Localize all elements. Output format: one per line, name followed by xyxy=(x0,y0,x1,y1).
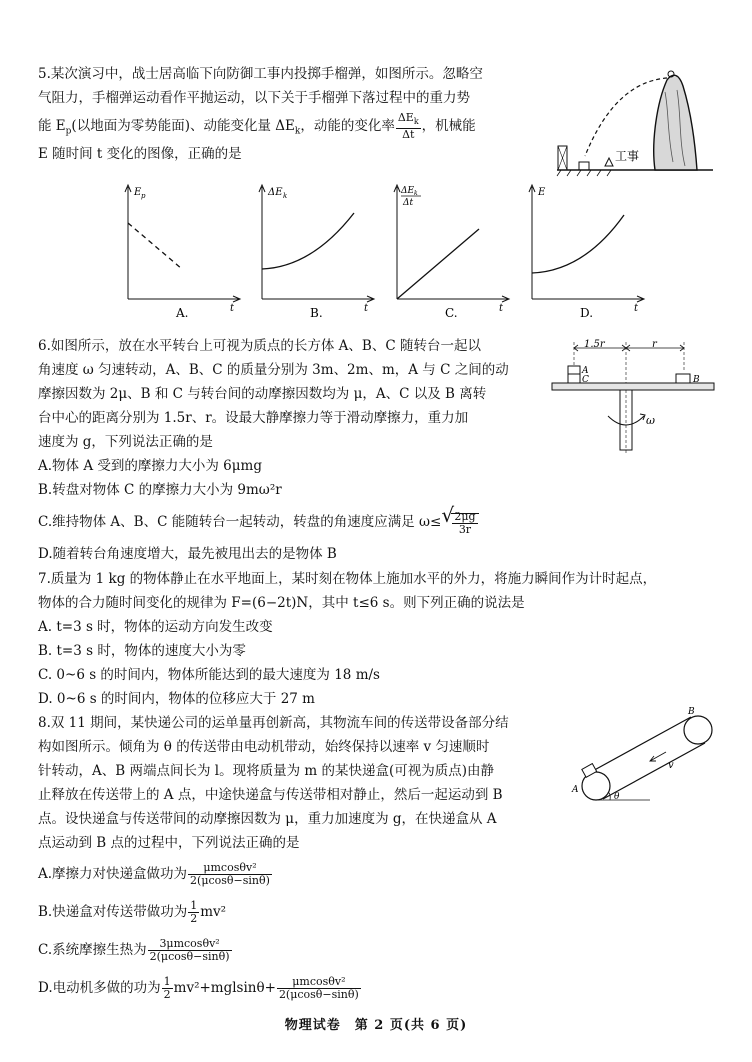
graph-c-xlabel: t xyxy=(499,303,504,314)
q7-option-a: A. t=3 s 时，物体的运动方向发生改变 xyxy=(38,619,273,635)
q8-option-d: D.电动机多做的功为 $\frac{1}{2}$ mv²+mglsinθ+ $\frac{\text{μmcosθv²}}{2(\mu\cos\theta-\sin\theta)}$ xyxy=(38,975,359,1001)
q6-option-d: D.随着转台角速度增大，最先被甩出去的是物体 B xyxy=(38,546,337,562)
q6-figure xyxy=(548,338,716,456)
q8-line-4: 止释放在传送带上的 A 点，中途快递盒与传送带相对静止，然后一起运动到 B xyxy=(38,787,503,803)
graph-c-ysub: k xyxy=(414,190,418,197)
q5-figure xyxy=(555,62,715,180)
q6-label-b: B xyxy=(693,375,700,385)
q6-label-c: C xyxy=(582,375,589,385)
q6-option-c: C.维持物体 A、B、C 能随转台一起转动，转盘的角速度应满足 ω≤ √ $\frac{2\mu g}{3r}$ xyxy=(38,502,509,542)
q8-option-c: C.系统摩擦生热为 $\frac{\text{3μmcosθv²}}{2(\mu\cos\theta-\sin\theta)}$ xyxy=(38,937,230,963)
q8-line-5: 点。设快递盒与传送带间的动摩擦因数为 μ，重力加速度为 g，在快递盒从 A xyxy=(38,811,497,827)
q6-sqrt: √ $\frac{2\mu g}{3r}$ xyxy=(441,503,478,543)
graph-a-ysub: p xyxy=(141,192,146,200)
q6-line-3: 摩擦因数为 2μ、B 和 C 与转台间的动摩擦因数均为 μ，A、C 以及 B 离转 xyxy=(38,386,487,402)
q8-theta: θ xyxy=(614,792,620,802)
q6-line-1: 6.如图所示，放在水平转台上可视为质点的长方体 A、B、C 随转台一起以 xyxy=(38,338,481,354)
q5-line-2: 气阻力，手榴弹运动看作平抛运动，以下关于手榴弹下落过程中的重力势 xyxy=(38,90,470,106)
q8-option-a: A.摩擦力对快递盒做功为 $\frac{\text{μmcosθv²}}{2(\mu\cos\theta-\sin\theta)}$ xyxy=(38,861,270,887)
q8-option-b: B.快递盒对传送带做功为 $\frac{1}{2}$ mv² xyxy=(38,899,227,925)
graph-b-ylabel: ΔE xyxy=(268,187,283,198)
q8-label-a: A xyxy=(572,785,579,795)
q5-graph-b xyxy=(252,183,380,323)
q6-line-5: 速度为 g，下列说法正确的是 xyxy=(38,434,213,450)
q7-option-c: C. 0~6 s 的时间内，物体所能达到的最大速度为 18 m/s xyxy=(38,667,380,683)
q6-line-4: 台中心的距离分别为 1.5r、r。设最大静摩擦力等于滑动摩擦力，重力加 xyxy=(38,410,469,426)
page-footer: 物理试卷 第 2 页(共 6 页) xyxy=(284,1018,468,1033)
q6-option-a: A.物体 A 受到的摩擦力大小为 6μmg xyxy=(38,458,262,474)
q5-graph-c xyxy=(387,183,515,323)
q5-line-1: 5.某次演习中，战士居高临下向防御工事内投掷手榴弹，如图所示。忽略空 xyxy=(38,66,483,82)
q7-option-b: B. t=3 s 时，物体的速度大小为零 xyxy=(38,643,246,659)
graph-c-ylabel: ΔE xyxy=(401,186,415,196)
graph-c-ylabel-den: Δt xyxy=(403,198,414,208)
question-5 xyxy=(38,62,483,166)
q7-line-1: 7.质量为 1 kg 的物体静止在水平地面上，某时刻在物体上施加水平的外力，将施力瞬间作为计时起点， xyxy=(38,571,657,587)
q5-rate-fraction: $\frac{\Delta E_k}{\Delta t}$ xyxy=(397,110,419,142)
q8-label-b: B xyxy=(688,707,695,717)
q6-label-a: A xyxy=(582,366,589,376)
question-7 xyxy=(38,567,656,711)
q6-line-2: 角速度 ω 匀速转动，A、B、C 的质量分别为 3m、2m、m，A 与 C 之间的动 xyxy=(38,362,509,378)
q5-graph-d xyxy=(522,183,650,323)
graph-c-option: C. xyxy=(445,306,458,320)
graph-d-ylabel: E xyxy=(538,187,546,198)
q5-fort-label: 工事 xyxy=(615,149,640,163)
q5-line-4: E 随时间 t 变化的图像，正确的是 xyxy=(38,146,242,162)
q6-option-b: B.转盘对物体 C 的摩擦力大小为 9mω²r xyxy=(38,482,282,498)
graph-d-option: D. xyxy=(580,306,594,320)
graph-b-option: B. xyxy=(310,306,323,320)
graph-a-xlabel: t xyxy=(230,303,235,314)
q8-velocity: v xyxy=(668,760,674,771)
question-8 xyxy=(38,711,509,1007)
q8-figure xyxy=(570,704,720,808)
q6-omega: ω xyxy=(646,414,655,427)
q8-line-3: 针转动，A、B 两端点间长为 l。现将质量为 m 的某快递盒(可视为质点)由静 xyxy=(38,763,494,779)
q7-line-2: 物体的合力随时间变化的规律为 F=(6−2t)N，其中 t≤6 s。则下列正确的说法是 xyxy=(38,595,525,611)
graph-a-option: A. xyxy=(176,306,189,320)
q6-dim-r: r xyxy=(652,339,657,350)
question-6 xyxy=(38,334,509,566)
q8-line-1: 8.双 11 期间，某快递公司的运单量再创新高，其物流车间的传送带设备部分结 xyxy=(38,715,509,731)
q8-line-6: 点运动到 B 点的过程中，下列说法正确的是 xyxy=(38,835,300,851)
graph-b-xlabel: t xyxy=(364,303,369,314)
q6-dim-15r: 1.5r xyxy=(584,339,605,350)
graph-a-ylabel: E xyxy=(134,187,142,198)
graph-b-ysub: k xyxy=(283,192,288,200)
q5-line-3: 能 $E_p$(以地面为零势能面)、动能变化量 $\Delta E_k$，动能的变化率 $\frac{\Delta E_k}{\Delta t}$ ，机械能 xyxy=(38,110,476,142)
graph-d-xlabel: t xyxy=(634,303,639,314)
q7-option-d: D. 0~6 s 的时间内，物体的位移应大于 27 m xyxy=(38,691,315,707)
q5-graph-a xyxy=(118,183,246,323)
q8-line-2: 构如图所示。倾角为 θ 的传送带由电动机带动，始终保持以速率 v 匀速顺时 xyxy=(38,739,490,755)
